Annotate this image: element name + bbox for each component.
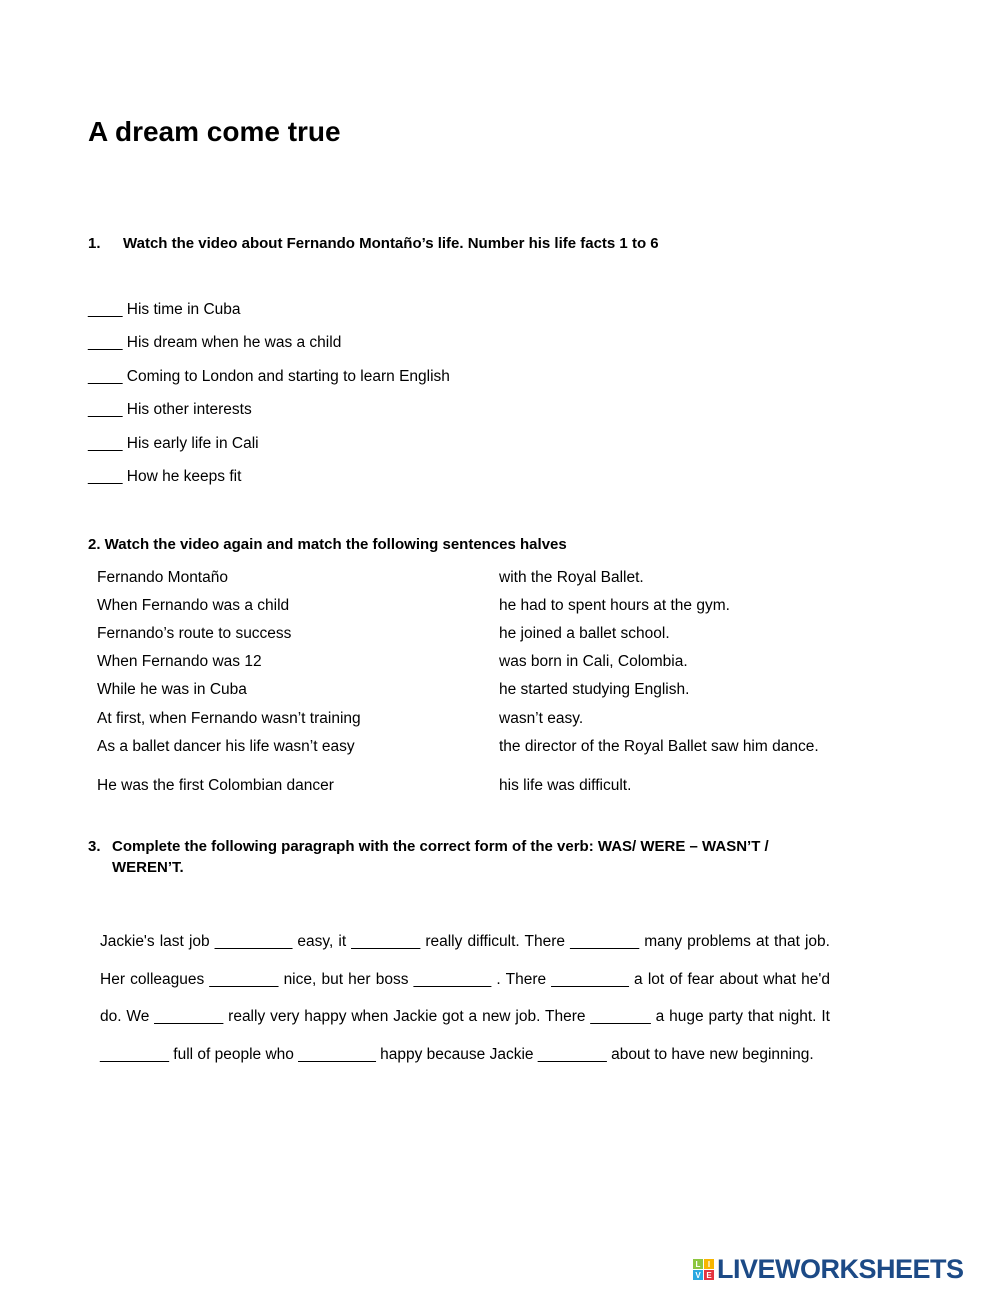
life-fact-item: [88, 334, 341, 352]
sentence-end[interactable]: his life was difficult.: [499, 777, 632, 794]
answer-blank[interactable]: ________: [351, 933, 421, 950]
answer-blank[interactable]: ________: [154, 1008, 224, 1026]
section-heading-line-1: Complete the following paragraph with the correct form of the verb: WAS/ WERE – WASN’T /: [112, 838, 769, 855]
life-fact-item: [88, 468, 241, 486]
sentence-end[interactable]: with the Royal Ballet.: [499, 569, 644, 586]
number-blank[interactable]: ____: [88, 401, 123, 419]
life-fact-text: His dream when he was a child: [126, 334, 342, 352]
answer-blank[interactable]: _________: [413, 970, 492, 988]
life-fact-item: [88, 435, 259, 453]
sentence-end[interactable]: he joined a ballet school.: [499, 625, 670, 642]
paragraph-text: really very happy when Jackie got a new job. There: [228, 1008, 591, 1026]
number-blank[interactable]: ____: [88, 468, 123, 485]
paragraph-text: full of people who: [173, 1045, 299, 1063]
answer-blank[interactable]: ________: [100, 1045, 169, 1063]
life-fact-text: Coming to London and starting to learn English: [126, 367, 450, 385]
life-fact-item: [88, 301, 241, 319]
paragraph-text: Jackie's last job: [100, 933, 215, 950]
number-blank[interactable]: ____: [88, 434, 123, 452]
life-fact-text: How he keeps fit: [126, 468, 242, 485]
section-number: 3.: [88, 838, 101, 855]
answer-blank[interactable]: _______: [590, 1008, 651, 1026]
answer-blank[interactable]: ________: [209, 970, 279, 988]
sentence-end[interactable]: was born in Cali, Colombia.: [499, 653, 688, 670]
sentence-start[interactable]: When Fernando was 12: [97, 653, 262, 670]
sentence-end[interactable]: he started studying English.: [499, 681, 690, 698]
answer-blank[interactable]: ________: [537, 1045, 607, 1063]
life-fact-item: [88, 368, 450, 386]
logo-text: LIVEWORKSHEETS: [717, 1254, 964, 1284]
sentence-end[interactable]: wasn’t easy.: [499, 710, 584, 727]
section-3-heading: [88, 838, 769, 876]
sentence-end[interactable]: he had to spent hours at the gym.: [499, 597, 730, 614]
sentence-end[interactable]: the director of the Royal Ballet saw him dance.: [499, 738, 819, 755]
life-fact-text: His other interests: [126, 401, 252, 419]
logo-tile: E: [704, 1270, 714, 1280]
answer-blank[interactable]: _________: [214, 933, 293, 950]
paragraph-text: a lot of fear about what he'd do. We: [100, 970, 830, 1026]
section-heading-line-2: WEREN’T.: [112, 859, 184, 876]
sentence-start[interactable]: At first, when Fernando wasn’t training: [97, 710, 361, 727]
paragraph-text: nice, but her boss: [283, 970, 414, 988]
sentence-start[interactable]: Fernando’s route to success: [97, 625, 292, 642]
answer-blank[interactable]: ________: [570, 933, 640, 950]
liveworksheets-logo: [693, 1254, 964, 1285]
life-fact-text: His time in Cuba: [126, 301, 241, 318]
sentence-start[interactable]: Fernando Montaño: [97, 569, 228, 586]
section-heading-text: Watch the video about Fernando Montaño’s life. Number his life facts 1 to 6: [123, 235, 659, 252]
sentence-start[interactable]: As a ballet dancer his life wasn’t easy: [97, 738, 355, 755]
section-number: 1.: [88, 235, 101, 252]
section-2-heading: 2. Watch the video again and match the following sentences halves: [88, 536, 567, 553]
life-fact-item: [88, 401, 252, 419]
paragraph-text: happy because Jackie: [380, 1045, 538, 1063]
answer-blank[interactable]: _________: [551, 970, 629, 988]
number-blank[interactable]: ____: [88, 367, 123, 385]
paragraph-text: really difficult. There: [425, 933, 571, 950]
logo-tile: I: [704, 1259, 714, 1269]
sentence-start[interactable]: When Fernando was a child: [97, 597, 290, 614]
paragraph-text: many problems at that job. Her colleagues: [100, 933, 830, 988]
number-blank[interactable]: ____: [88, 334, 123, 352]
answer-blank[interactable]: _________: [298, 1045, 376, 1063]
paragraph-text: easy, it: [297, 933, 352, 950]
paragraph-text: about to have new beginning.: [611, 1045, 814, 1063]
live-tiles-icon: [693, 1259, 714, 1280]
sentence-start[interactable]: He was the first Colombian dancer: [97, 777, 334, 794]
sentence-start[interactable]: While he was in Cuba: [97, 681, 247, 698]
logo-tile: V: [693, 1270, 703, 1280]
number-blank[interactable]: ____: [88, 301, 123, 318]
page-title: A dream come true: [88, 116, 341, 147]
fill-in-paragraph: [100, 923, 830, 1073]
logo-tile: L: [693, 1259, 703, 1269]
life-fact-text: His early life in Cali: [126, 434, 259, 452]
section-1-heading: [88, 235, 659, 252]
paragraph-text: a huge party that night. It: [655, 1008, 830, 1026]
paragraph-text: . There: [496, 970, 552, 988]
